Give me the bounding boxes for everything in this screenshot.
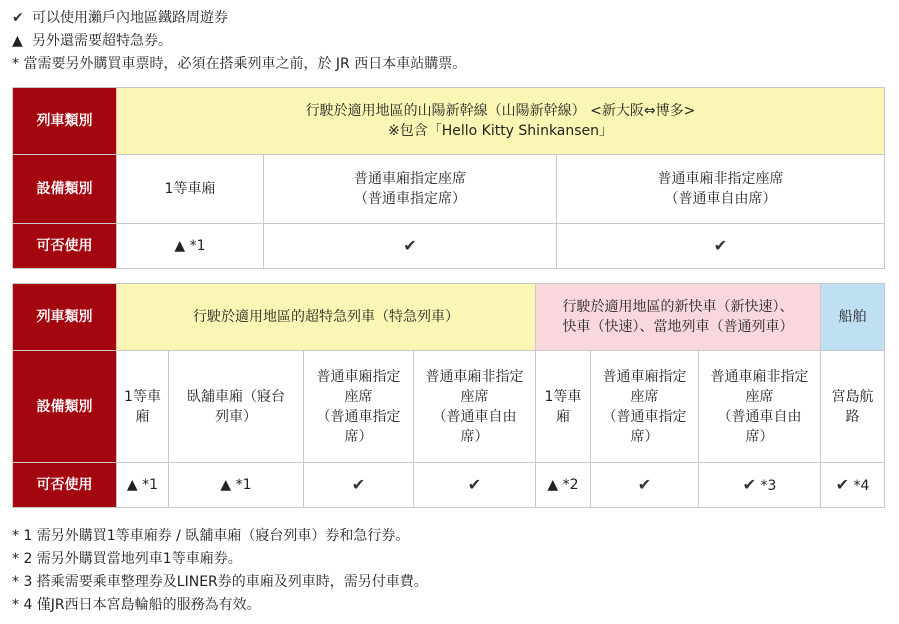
footnote-1: * 1 需另外購買1等車廂券 / 臥舖車廂（寢台列車）券和急行券。 — [12, 528, 410, 544]
seat-class-line: 席） — [460, 428, 489, 445]
seat-class-line2: （普通車自由席） — [664, 191, 777, 207]
rapid-local-line1: 行駛於適用地區的新快車（新快速）、 — [562, 299, 794, 315]
limited-express-train-type: 行駛於適用地區的超特急列車（特急列車） — [117, 284, 536, 351]
legend-check-text: 可以使用瀨戶內地區鐵路周遊券 — [32, 10, 228, 26]
footnote-4: * 4 僅JR西日本宮島輪船的服務為有效。 — [12, 597, 261, 613]
seat-class-line: 席） — [344, 428, 373, 445]
usage-cell — [536, 463, 591, 508]
seat-class-line: 列車） — [215, 408, 257, 425]
shinkansen-train-line1: 行駛於適用地區的山陽新幹線（山陽新幹線） <新大阪⇔博多> — [305, 103, 696, 119]
row-label-seat-class: 設備類別 — [13, 351, 117, 463]
shinkansen-train-line2: ※包含「Hello Kitty Shinkansen」 — [387, 123, 614, 139]
check-icon: ✔ — [713, 235, 728, 255]
seat-class-line: （普通車指定 — [602, 408, 687, 425]
usage-cell — [414, 463, 536, 508]
seat-class-line: 廂 — [135, 408, 150, 425]
usage-cell — [264, 224, 557, 269]
triangle-icon: ▲ — [126, 477, 138, 493]
check-icon: ✔ — [742, 474, 757, 494]
usage-note: *4 — [853, 477, 870, 494]
seat-class-line2: （普通車指定席） — [354, 191, 466, 207]
seat-class-line: 席） — [630, 428, 659, 445]
ferry-train-type: 船舶 — [821, 284, 885, 351]
seat-class-line: 座席 — [460, 388, 489, 405]
legend-check — [12, 8, 228, 28]
usage-cell — [591, 463, 699, 508]
seat-class-line: （普通車自由 — [432, 408, 517, 425]
triangle-icon: ▲ — [220, 477, 232, 493]
usage-note: *1 — [235, 477, 252, 493]
usage-cell — [699, 463, 821, 508]
legend-asterisk-text: * 當需要另外購買車票時，必須在搭乘列車之前，於 JR 西日本車站購票。 — [12, 56, 467, 72]
seat-class-line: 普通車廂非指定 — [425, 368, 524, 385]
row-label-train-type: 列車類別 — [13, 284, 117, 351]
row-label-usage: 可否使用 — [13, 224, 117, 269]
seat-class-cell — [304, 351, 414, 463]
row-label-usage: 可否使用 — [13, 463, 117, 508]
seat-class-line: 宮島航 — [831, 388, 874, 405]
seat-class-line: 臥舖車廂（寢台 — [187, 388, 285, 405]
seat-class-cell — [536, 351, 591, 463]
seat-class-line: 座席 — [344, 388, 373, 405]
seat-class-line: 廂 — [556, 408, 570, 425]
triangle-icon: ▲ — [174, 238, 186, 254]
seat-class-line: 1等車 — [544, 388, 582, 405]
seat-class-line1: 1等車廂 — [164, 181, 216, 197]
footnote-3: * 3 搭乘需要乘車整理券及LINER券的車廂及列車時，需另付車費。 — [12, 574, 428, 590]
rapid-local-line2: 快車（快速）、當地列車（普通列車） — [562, 319, 794, 335]
check-icon: ✔ — [835, 474, 850, 494]
check-icon: ✔ — [403, 235, 417, 255]
legend-triangle — [12, 31, 172, 51]
usage-note: *1 — [189, 238, 206, 254]
shinkansen-train-type — [117, 88, 885, 155]
seat-class-cell — [591, 351, 699, 463]
legend-asterisk — [12, 54, 466, 74]
seat-class-cell — [169, 351, 304, 463]
seat-class-line: 普通車廂指定 — [602, 368, 687, 385]
usage-cell — [304, 463, 414, 508]
usage-note: *1 — [142, 477, 159, 493]
legend-triangle-text: 另外還需要超特急券。 — [32, 33, 172, 49]
seat-class-line: 普通車廂指定 — [316, 368, 401, 385]
usage-cell — [169, 463, 304, 508]
check-icon: ✔ — [12, 10, 24, 26]
seat-class-line: 座席 — [630, 388, 659, 405]
usage-note: *3 — [760, 477, 777, 494]
check-icon: ✔ — [351, 474, 366, 494]
triangle-icon: ▲ — [12, 33, 23, 49]
usage-cell — [117, 463, 169, 508]
seat-class-line: 路 — [845, 408, 860, 425]
triangle-icon: ▲ — [547, 477, 559, 493]
row-label-train-type: 列車類別 — [13, 88, 117, 155]
seat-class-line: （普通車指定 — [316, 408, 401, 425]
seat-class-line: 座席 — [745, 388, 774, 405]
seat-class-cell — [117, 155, 264, 224]
seat-class-line: （普通車自由 — [717, 408, 802, 425]
seat-class-line: 普通車廂非指定 — [710, 368, 809, 385]
seat-class-line1: 普通車廂非指定座席 — [657, 171, 784, 187]
usage-cell — [117, 224, 264, 269]
usage-cell — [821, 463, 885, 508]
usage-note: *2 — [562, 477, 579, 493]
check-icon: ✔ — [467, 474, 482, 494]
seat-class-line: 席） — [745, 428, 774, 445]
seat-class-cell — [414, 351, 536, 463]
check-icon: ✔ — [637, 474, 652, 494]
row-label-seat-class: 設備類別 — [13, 155, 117, 224]
rapid-local-train-type — [536, 284, 821, 351]
seat-class-cell — [821, 351, 885, 463]
seat-class-cell — [557, 155, 885, 224]
regional-train-table — [12, 283, 885, 508]
seat-class-line: 1等車 — [124, 388, 161, 405]
seat-class-cell — [117, 351, 169, 463]
footnote-2: * 2 需另外購買當地列車1等車廂券。 — [12, 551, 242, 567]
seat-class-line1: 普通車廂指定座席 — [354, 171, 466, 187]
usage-cell — [557, 224, 885, 269]
seat-class-cell — [264, 155, 557, 224]
shinkansen-table — [12, 87, 885, 269]
seat-class-cell — [699, 351, 821, 463]
